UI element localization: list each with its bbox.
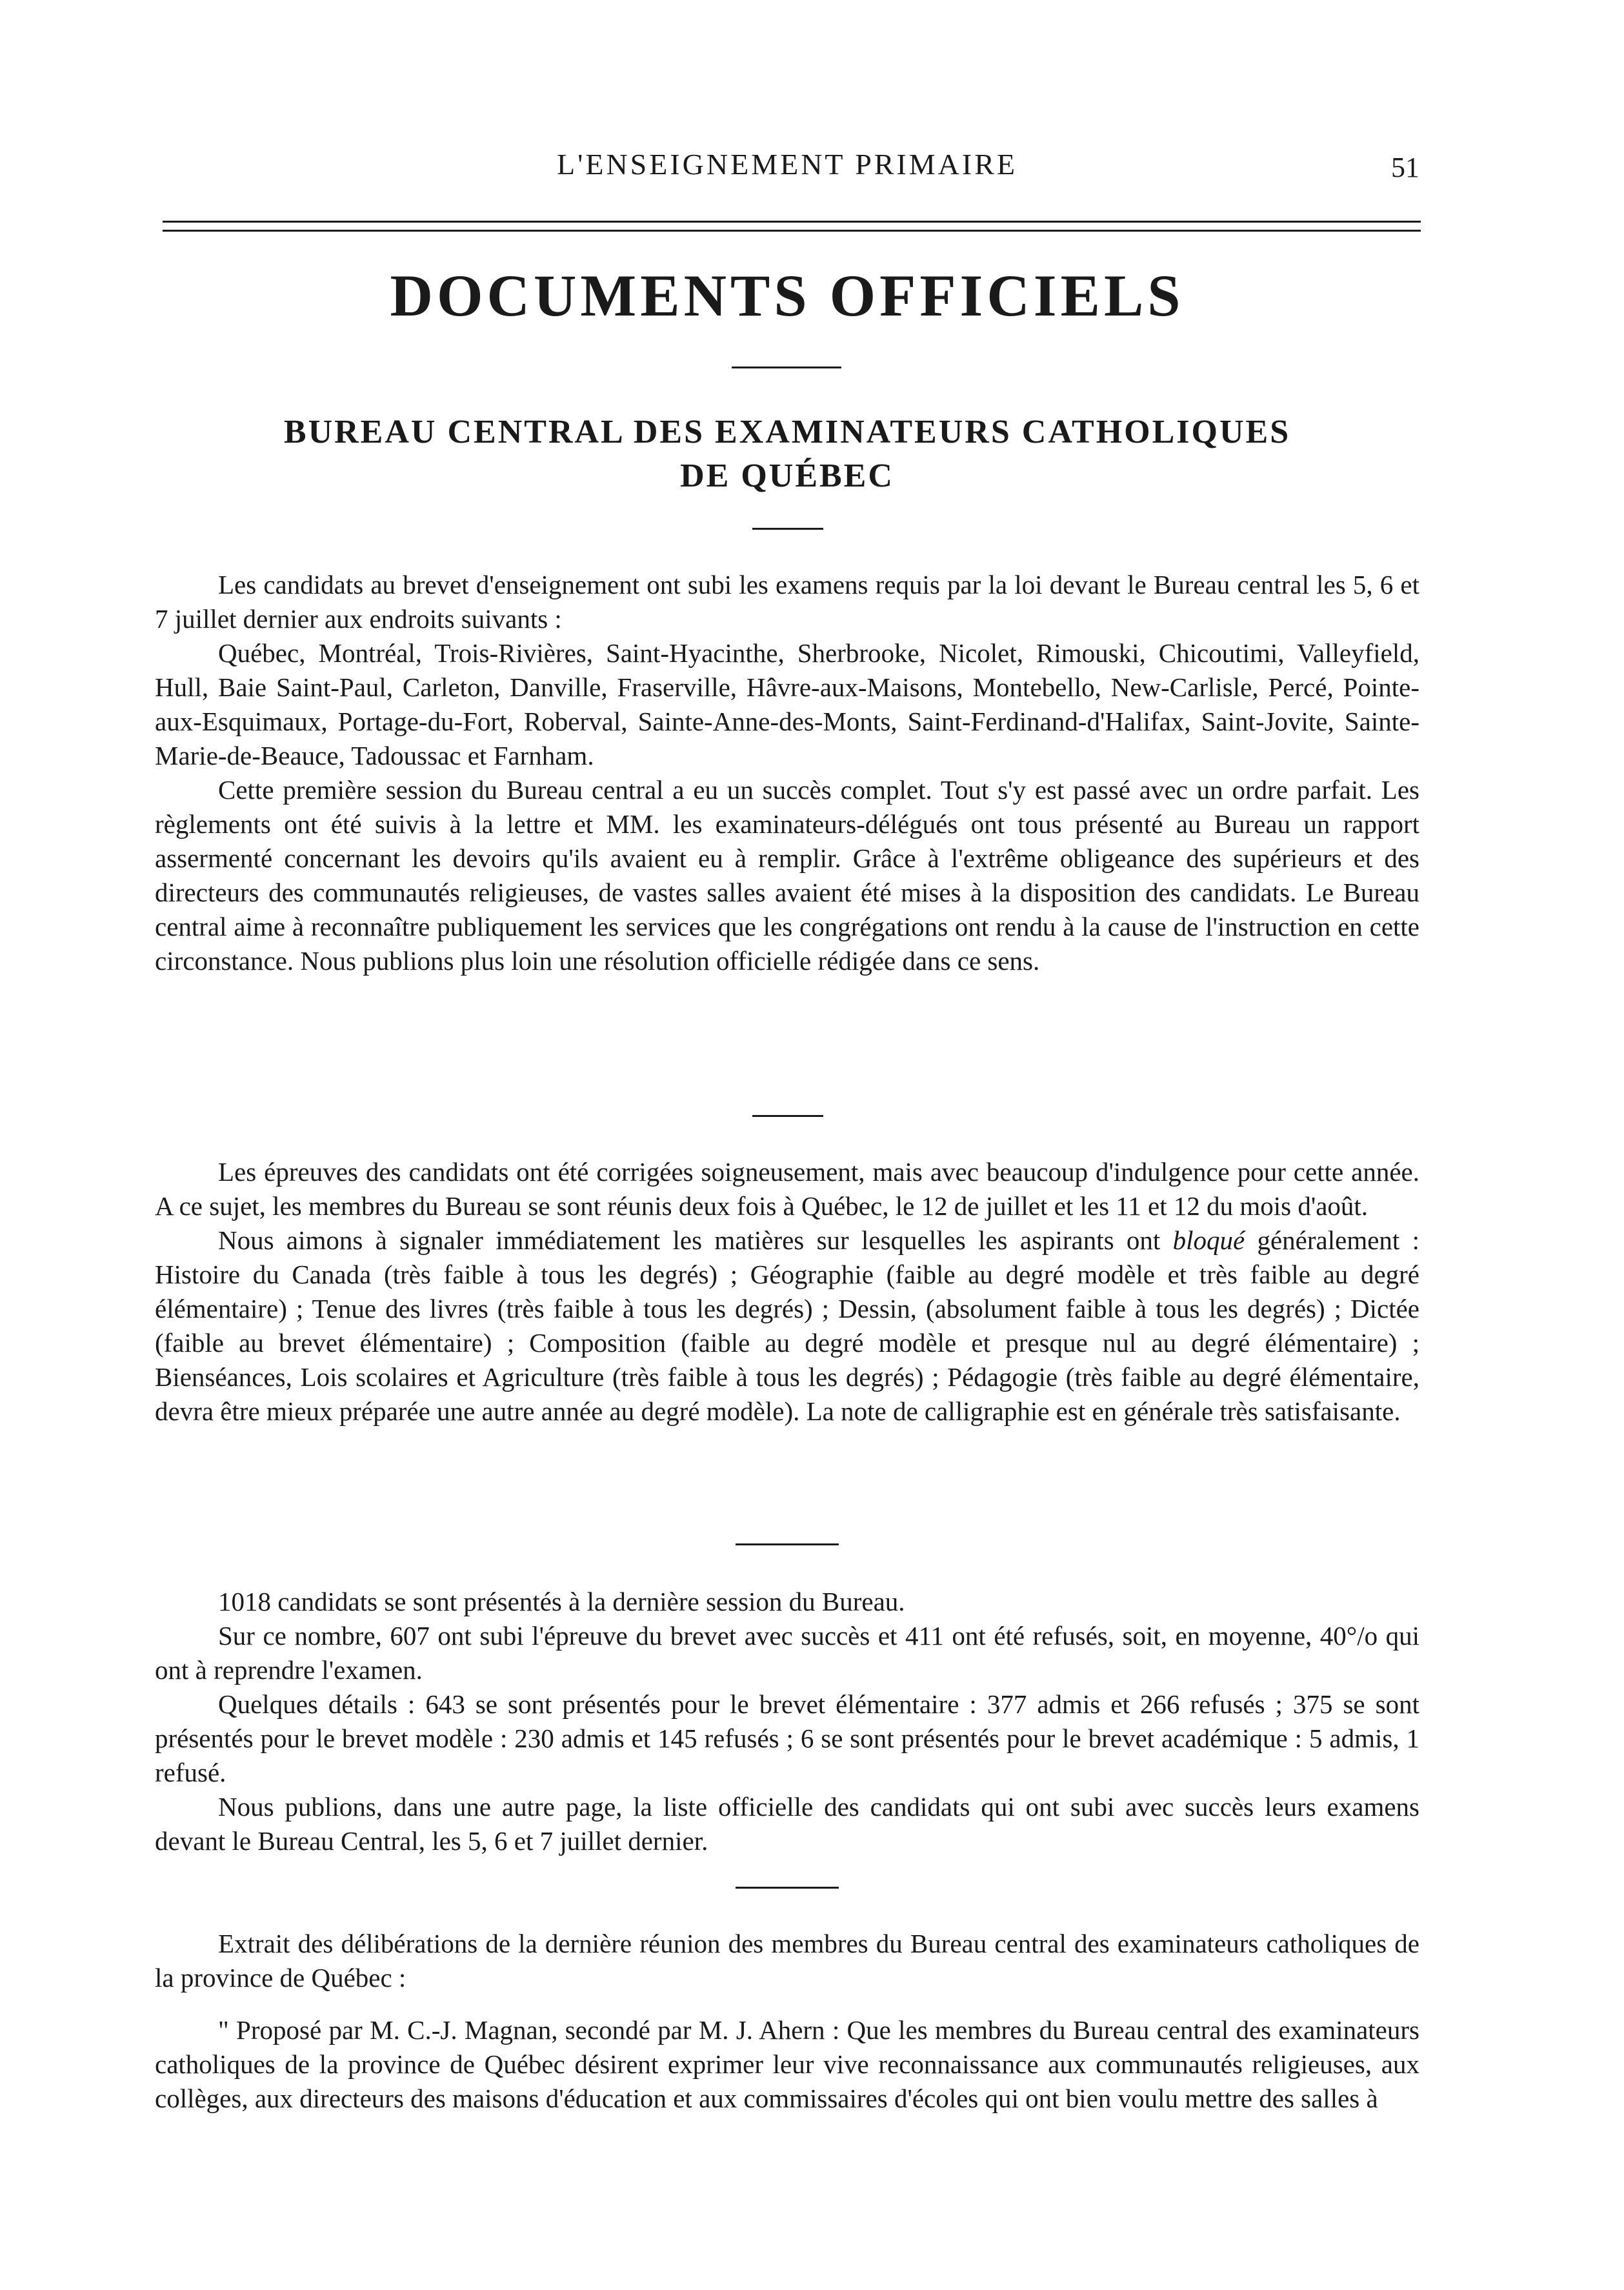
paragraph: Extrait des délibérations de la dernière réunion des membres du Bureau central des examinateurs catholiques de la province de Québec : [155,1929,1419,1993]
paragraph: Cette première session du Bureau central a eu un succès complet. Tout s'y est passé avec un ordre parfait. Les règlements ont été suivis à la lettre et MM. les examinateurs-délégués ont tous présenté au Bureau un rapport assermenté concernant les devoirs qu'ils avaient eu à remplir. Grâce à l'extrême obligeance des supérieurs et des directeurs des communautés religieuses, de vastes salles avaient été mises à la disposition des candidats. Le Bureau central aime à reconnaître publiquement les services que les congrégations ont rendu à la cause de l'instruction en cette circonstance. Nous publions plus loin une résolution officielle rédigée dans ce sens. [155,775,1419,976]
paragraph: Les épreuves des candidats ont été corrigées soigneusement, mais avec beaucoup d'indulgence pour cette année. A ce sujet, les membres du Bureau se sont réunis deux fois à Québec, le 12 de juillet et les 11 et 12 du mois d'août. [155,1157,1419,1221]
paragraph: Sur ce nombre, 607 ont subi l'épreuve du brevet avec succès et 411 ont été refusés, soit, en moyenne, 40°/o qui ont à reprendre l'examen. [155,1621,1419,1685]
paragraph: Québec, Montréal, Trois-Rivières, Saint-Hyacinthe, Sherbrooke, Nicolet, Rimouski, Chicoutimi, Valleyfield, Hull, Baie Saint-Paul, Carleton, Danville, Fraserville, Hâvre-aux-Maisons, Montebello, New-Carlisle, Percé, Pointe-aux-Esquimaux, Portage-du-Fort, Roberval, Sainte-Anne-des-Monts, Saint-Ferdinand-d'Halifax, Saint-Jovite, Sainte-Marie-de-Beauce, Tadoussac et Farnham. [155,638,1419,770]
emphasis-text: bloqué [1172,1225,1245,1255]
section-statistics [155,1585,1419,1858]
header-rule-secondary [163,230,1421,232]
text-run: Nous aimons à signaler immédiatement les matières sur lesquelles les aspirants ont [218,1225,1173,1255]
running-title: L'ENSEIGNEMENT PRIMAIRE [556,148,1018,181]
section-corrections [155,1155,1419,1429]
section-heading-line1: BUREAU CENTRAL DES EXAMINATEURS CATHOLIQUES [283,414,1291,450]
paragraph: Quelques détails : 643 se sont présentés pour le brevet élémentaire : 377 admis et 266 refusés ; 375 se sont présentés pour le brevet modèle : 230 admis et 145 refusés ; 6 se sont présentés pour le brevet académique : 5 admis, 1 refusé. [155,1689,1419,1787]
running-head [155,147,1419,186]
text-run: généralement : Histoire du Canada (très faible à tous les degrés) ; Géographie (faible au degré modèle et très faible au degré élémentaire) ; Tenue des livres (très faible à tous les degrés) ; Dessin, (absolument faible à tous les degrés) ; Dictée (faible au brevet élémentaire) ; Composition (faible au degré modèle et presque nul au degré élémentaire) ; Bienséances, Lois scolaires et Agriculture (très faible à tous les degrés) ; Pédagogie (très faible au degré élémentaire, devra être mieux préparée une autre année au degré modèle). La note de calligraphie est en générale très satisfaisante. [155,1225,1419,1426]
section-divider [736,1887,839,1889]
section-heading-line2: DE QUÉBEC [680,457,894,494]
paragraph: 1018 candidats se sont présentés à la dernière session du Bureau. [218,1587,905,1616]
section-heading [155,410,1419,498]
section-divider [736,1543,839,1545]
title-divider [732,367,841,368]
paragraph: Nous publions, dans une autre page, la liste officielle des candidats qui ont subi avec succès leurs examens devant le Bureau Central, les 5, 6 et 7 juillet dernier. [155,1792,1419,1856]
section-candidates-locations [155,568,1419,978]
page-number: 51 [1391,152,1419,183]
paragraph [155,1223,1419,1429]
section-divider [752,1115,823,1117]
header-rule [163,221,1421,223]
paragraph: Les candidats au brevet d'enseignement ont subi les examens requis par la loi devant le Bureau central les 5, 6 et 7 juillet dernier aux endroits suivants : [155,570,1419,634]
section-resolution [155,1927,1419,2116]
page-title: DOCUMENTS OFFICIELS [390,263,1185,328]
paragraph: " Proposé par M. C.-J. Magnan, secondé par M. J. Ahern : Que les membres du Bureau central des examinateurs catholiques de la province de Québec désirent exprimer leur vive reconnaissance aux communautés religieuses, aux collèges, aux directeurs des maisons d'éducation et aux commissaires d'écoles qui ont bien voulu mettre des salles à [155,2015,1419,2113]
heading-divider [752,528,823,530]
